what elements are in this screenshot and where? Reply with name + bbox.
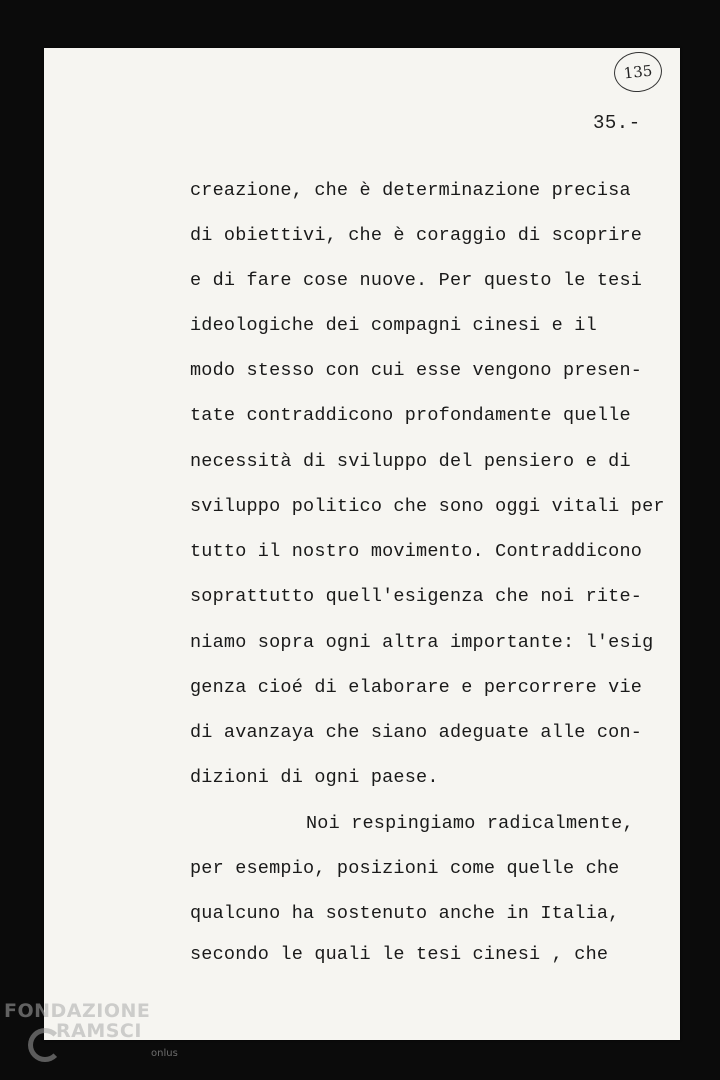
text-line: ideologiche dei compagni cinesi e il <box>190 315 597 336</box>
text-line: secondo le quali le tesi cinesi , che <box>190 944 609 965</box>
text-line: dizioni di ogni paese. <box>190 767 439 788</box>
text-line: Noi respingiamo radicalmente, <box>306 813 634 834</box>
text-line: genza cioé di elaborare e percorrere vie <box>190 677 643 698</box>
logo-text: RAMSCI <box>56 1020 142 1042</box>
logo-text: FONDAZIONE <box>4 1000 151 1022</box>
text-line: niamo sopra ogni altra importante: l'esig <box>190 632 654 653</box>
text-line: per esempio, posizioni come quelle che <box>190 858 620 879</box>
text-line: di avanzaya che siano adeguate alle con- <box>190 722 643 743</box>
logo-subtitle: onlus <box>151 1048 178 1059</box>
text-line: creazione, che è determinazione precisa <box>190 180 631 201</box>
text-line: modo stesso con cui esse vengono presen- <box>190 360 643 381</box>
text-line: tate contraddicono profondamente quelle <box>190 405 631 426</box>
archive-stamp: 135 <box>612 50 664 95</box>
text-line: necessità di sviluppo del pensiero e di <box>190 451 631 472</box>
text-line: qualcuno ha sostenuto anche in Italia, <box>190 903 620 924</box>
text-line: e di fare cose nuove. Per questo le tesi <box>190 270 643 291</box>
text-line: soprattutto quell'esigenza che noi rite- <box>190 586 643 607</box>
text-line: di obiettivi, che è coraggio di scoprire <box>190 225 643 246</box>
page-number: 35.- <box>593 112 641 134</box>
text-line: sviluppo politico che sono oggi vitali per <box>190 496 665 517</box>
text-line: tutto il nostro movimento. Contraddicono <box>190 541 643 562</box>
fondazione-gramsci-logo <box>4 1000 194 1070</box>
